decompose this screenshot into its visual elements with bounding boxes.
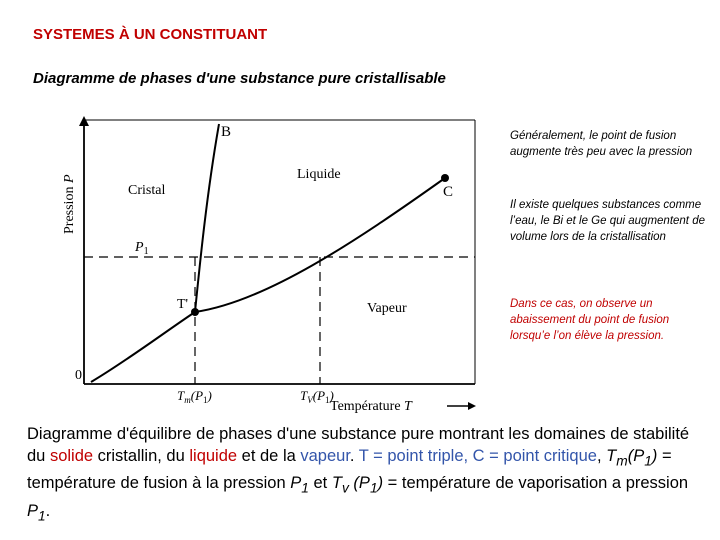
sublimation-curve: [91, 312, 195, 382]
caption-part: = température de vaporisation a pression: [383, 474, 689, 493]
point-t-label: T': [177, 297, 189, 312]
critical-point-dot: [441, 174, 449, 182]
tv-label: $T_V(P_1)$: [300, 388, 334, 405]
note-fusion-pressure: Généralement, le point de fusion augmente très peu avec la pression: [510, 130, 693, 158]
point-b-label: B: [221, 124, 232, 140]
caption-part: ,: [596, 447, 607, 465]
y-axis-arrow: [79, 116, 89, 126]
note-exceptions: Il existe quelques substances comme l’eau, le Bi et le Ge qui augmentent de volume lors de la cristallisation: [510, 199, 705, 243]
caption-triple-critical: T = point triple, C = point critique: [358, 447, 597, 465]
slide-subtitle: Diagramme de phases d'une substance pure cristallisable: [33, 70, 446, 87]
caption-part: et de la: [237, 447, 301, 465]
p1-label: $P_1$: [135, 240, 149, 257]
phase-diagram: [55, 112, 505, 417]
origin-label: 0: [75, 368, 82, 383]
fusion-curve: [195, 124, 219, 312]
figure-caption: [27, 423, 699, 527]
caption-liquide: liquide: [189, 447, 238, 465]
note-lowering: [510, 296, 710, 344]
caption-part: et: [308, 474, 332, 493]
caption-part: .: [45, 501, 51, 520]
caption-p1b: $P_1$: [27, 501, 46, 523]
caption-tm: $T_m(P_1)$: [606, 447, 658, 469]
triple-point-dot: [191, 308, 199, 316]
caption-part: = température de fusion à la pression: [27, 447, 672, 493]
caption-part: cristallin, du: [93, 447, 190, 465]
caption-vapeur: vapeur: [300, 447, 350, 465]
note-lowering-text: Dans ce cas, on observe un abaissement du point de fusion lorsqu’e l’on élève la pression.: [510, 298, 670, 342]
caption-solide: solide: [49, 447, 94, 465]
x-axis-label: Température T: [330, 399, 412, 414]
caption-part: .: [349, 447, 359, 465]
y-axis-label: Pression P: [62, 174, 77, 234]
region-cristal: Cristal: [128, 183, 166, 198]
x-axis-label-arrowhead: [468, 402, 476, 410]
caption-part: Diagramme d'équilibre de phases d'une substance pure montrant les domaines de stabilité du: [27, 425, 690, 465]
slide-title: SYSTEMES À UN CONSTITUANT: [33, 26, 268, 43]
tm-label: $T_m(P_1)$: [177, 388, 212, 405]
region-liquide: Liquide: [297, 167, 341, 182]
caption-p1: $P_1$: [290, 474, 309, 496]
point-c-label: C: [443, 184, 454, 200]
region-vapeur: Vapeur: [367, 301, 407, 316]
caption-tv: $T_v$ $(P_1)$: [331, 474, 384, 496]
